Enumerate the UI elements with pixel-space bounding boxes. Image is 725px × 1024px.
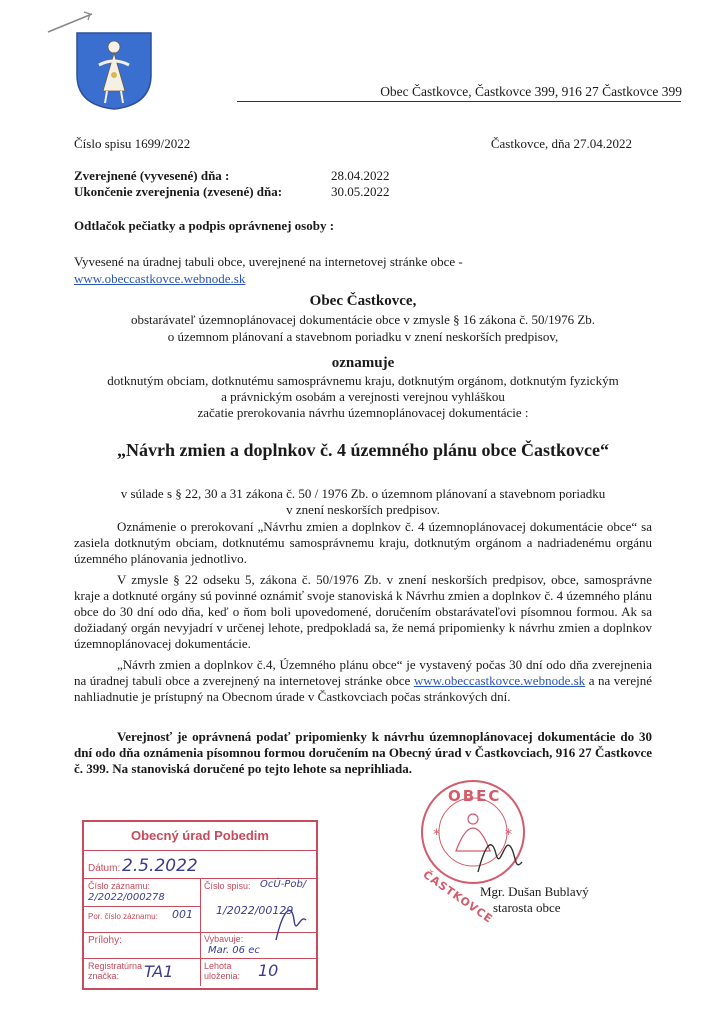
handled-by-value: Mar. 06 ec (208, 945, 260, 956)
exhibition-text-start: „Návrh zmien a doplnkov č.4, Územného plánu obce“ je vystavený počas 30 dní odo dňa zverejnenia na úradnej tabuli obce a zverejnený na internetovej stránke obce (74, 657, 652, 688)
file-number-value-2: 1/2022/00129 (216, 904, 294, 917)
registry-mark-value: TA1 (144, 962, 174, 981)
header-rule (237, 101, 681, 102)
stamp-signature-label: Odtlačok pečiatky a podpis oprávnenej osoby : (74, 218, 335, 233)
announcer-line-1: obstarávateľ územnoplánovacej dokumentácie obce v zmysle § 16 zákona č. 50/1976 Zb. (130, 312, 596, 327)
paragraph-notice: Oznámenie o prerokovaní „Návrhu zmien a doplnkov č. 4 územnoplánovacej dokumentácie obce“ sa zasiela dotknutým obciam, dotknutému samosprávnemu kraju, dotknutým orgánom a nadriadenému orgánu územného plánovania jednotlivo. (74, 519, 652, 566)
stamp-divider (84, 958, 316, 959)
header-address: Obec Častkovce, Častkovce 399, 916 27 Častkovce 399 (380, 84, 682, 99)
order-number-label: Por. číslo záznamu: (88, 912, 158, 921)
date-label: Dátum: (88, 863, 121, 874)
announcer-name: Obec Častkovce, (309, 293, 417, 309)
addressees-line-3: začatie prerokovania návrhu územnoplánovacej dokumentácie : (197, 405, 529, 420)
registry-mark-label: Registratúrna značka: (88, 961, 143, 981)
round-stamp-top-text: OBEC (448, 787, 502, 805)
file-number-label: Číslo spisu: (204, 881, 251, 891)
file-number-value: OcÚ-Pob/ (260, 879, 307, 890)
retention-period-value: 10 (258, 961, 279, 980)
record-number-value: 2/2022/000278 (88, 892, 165, 903)
signatory-name: Mgr. Dušan Bublavý (480, 884, 589, 899)
retention-period-label: Lehota uloženia: (204, 961, 241, 981)
stamp-col-divider (200, 878, 201, 932)
exhibition-website-link[interactable]: www.obeccastkovce.webnode.sk (413, 673, 586, 688)
order-number-value: 001 (172, 908, 193, 921)
svg-text:*: * (505, 827, 512, 843)
stamp-col-divider (200, 932, 201, 986)
posting-text: Vyvesené na úradnej tabuli obce, uverejnené na internetovej stránke obce - (74, 254, 463, 269)
handled-by-label: Vybavuje: (204, 934, 244, 944)
file-number: Číslo spisu 1699/2022 (74, 136, 191, 151)
attachments-label: Prílohy: (88, 935, 122, 946)
legal-basis-line-2: v znení neskorších predpisov. (286, 502, 440, 517)
legal-basis-line-1: v súlade s § 22, 30 a 31 zákona č. 50 / 1976 Zb. o územnom plánovaní a stavebnom poriadku (120, 486, 606, 501)
coat-of-arms-icon (75, 31, 153, 111)
handwritten-signature (470, 832, 530, 880)
exhibition-text-end: a na verejné nahliadnutie je prístupný na Obecnom úrade v Častkovciach počas stránkových dní. (74, 673, 653, 704)
svg-text:*: * (433, 827, 440, 843)
date-value: 2.5.2022 (122, 856, 198, 876)
paragraph-exhibition (74, 657, 652, 705)
document-title: „Návrh zmien a doplnkov č. 4 územného plánu obce Častkovce“ (116, 440, 610, 460)
stamp-divider (84, 850, 316, 851)
paragraph-public-comments: Verejnosť je oprávnená podať pripomienky k návrhu územnoplánovacej dokumentácie do 30 dní odo dňa oznámenia písomnou formou doručením na Obecný úrad v Častkovciach, 916 27 Častkovce č. 399. Na stanoviská doručené po tejto lehote sa neprihliada. (74, 729, 652, 776)
pen-scribble (270, 900, 310, 950)
announce-verb: oznamuje (331, 355, 395, 371)
round-stamp-bottom-text: ČASTKOVCE (420, 868, 496, 926)
removed-date: 30.05.2022 (331, 184, 390, 199)
announcer-line-2: o územnom plánovaní a stavebnom poriadku v znení neskorších predpisov, (167, 329, 559, 344)
posted-date: 28.04.2022 (331, 168, 390, 183)
record-number-label: Číslo záznamu: (88, 881, 151, 891)
website-link[interactable]: www.obeccastkovce.webnode.sk (74, 271, 246, 286)
addressees-line-1: dotknutým obciam, dotknutému samosprávnemu kraju, dotknutým orgánom, dotknutým fyzickým (107, 373, 619, 388)
posted-label: Zverejnené (vyvesené) dňa : (74, 168, 230, 183)
addressees-line-2: a právnickým osobám a verejnosti verejnou vyhláškou (221, 389, 505, 404)
stamp-divider (84, 906, 200, 907)
paragraph-statutory: V zmysle § 22 odseku 5, zákona č. 50/1976 Zb. v znení neskorších predpisov, obce, samosprávne kraje a dotknuté orgány sú povinné oznámiť svoje stanoviská k Návrhu zmien a doplnkov č. 4 územného plánu obce do 30 dní odo dňa, keď o ňom boli upovedomené, doručením obstarávateľovi písomnou formou. Ak sa dožiadaný orgán nevyjadrí v určenej lehote, predpokladá sa, že nemá pripomienky k návrhu zmien a doplnkov územnoplánovacej dokumentácie. (74, 572, 652, 651)
place-date: Častkovce, dňa 27.04.2022 (490, 136, 632, 151)
removed-label: Ukončenie zverejnenia (zvesené) dňa: (74, 184, 283, 199)
office-stamp-title: Obecný úrad Pobedim (131, 828, 269, 843)
signatory-role: starosta obce (493, 900, 561, 915)
